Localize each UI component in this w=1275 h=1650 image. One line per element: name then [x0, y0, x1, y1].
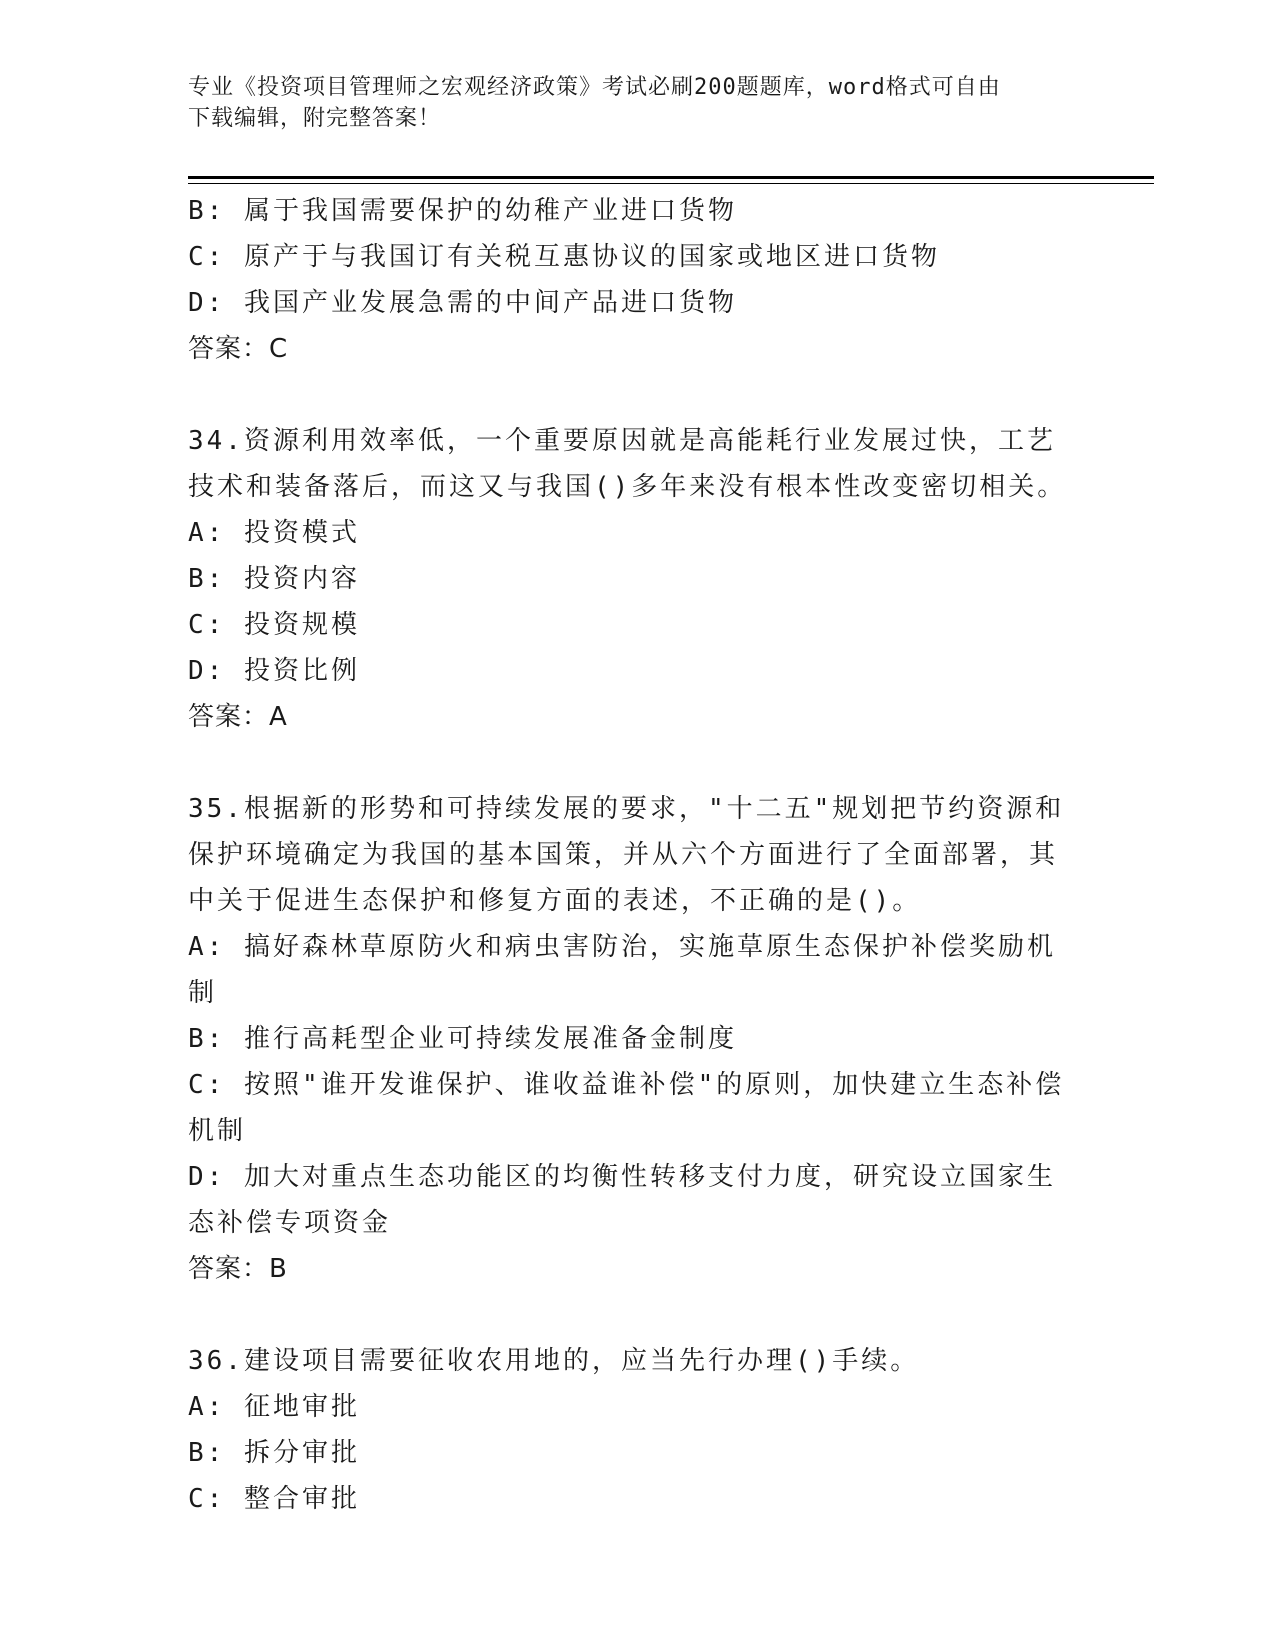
question-stem: 34.资源利用效率低，一个重要原因就是高能耗行业发展过快，工艺技术和装备落后，而这又与我国()多年来没有根本性改变密切相关。: [188, 426, 1067, 502]
header-line-2: 下载编辑，附完整答案！: [188, 106, 442, 131]
spacer: [188, 372, 1078, 418]
option-b: B: 投资内容: [188, 564, 360, 594]
option-a: A: 搞好森林草原防火和病虫害防治，实施草原生态保护补偿奖励机制: [188, 932, 1056, 1008]
option-d: D: 投资比例: [188, 656, 360, 686]
spacer: [188, 1292, 1078, 1338]
question-33: [188, 188, 1078, 372]
spacer: [188, 740, 1078, 786]
question-35: [188, 786, 1078, 1292]
answer: 答案：C: [188, 334, 289, 364]
question-34: [188, 418, 1078, 740]
option-c: C: 整合审批: [188, 1484, 360, 1514]
answer: 答案：A: [188, 702, 288, 732]
question-content: [188, 188, 1078, 1522]
answer: 答案：B: [188, 1254, 288, 1284]
option-c: C: 原产于与我国订有关税互惠协议的国家或地区进口货物: [188, 242, 940, 272]
option-a: A: 征地审批: [188, 1392, 360, 1422]
header-line-1: 专业《投资项目管理师之宏观经济政策》考试必刷200题题库，word格式可自由: [188, 75, 1001, 100]
option-b: B: 拆分审批: [188, 1438, 360, 1468]
option-c: C: 按照"谁开发谁保护、谁收益谁补偿"的原则，加快建立生态补偿机制: [188, 1070, 1065, 1146]
header-rule-thin: [188, 183, 1154, 184]
question-stem: 36.建设项目需要征收农用地的，应当先行办理()手续。: [188, 1346, 920, 1376]
option-b: B: 属于我国需要保护的幼稚产业进口货物: [188, 196, 737, 226]
question-36: [188, 1338, 1078, 1522]
option-b: B: 推行高耗型企业可持续发展准备金制度: [188, 1024, 737, 1054]
question-stem: 35.根据新的形势和可持续发展的要求，"十二五"规划把节约资源和保护环境确定为我国的基本国策，并从六个方面进行了全面部署，其中关于促进生态保护和修复方面的表述，不正确的是()。: [188, 794, 1065, 916]
option-a: A: 投资模式: [188, 518, 360, 548]
option-d: D: 加大对重点生态功能区的均衡性转移支付力度，研究设立国家生态补偿专项资金: [188, 1162, 1056, 1238]
header-rule-thick: [188, 176, 1154, 179]
option-d: D: 我国产业发展急需的中间产品进口货物: [188, 288, 737, 318]
document-header: [188, 72, 1088, 134]
option-c: C: 投资规模: [188, 610, 360, 640]
